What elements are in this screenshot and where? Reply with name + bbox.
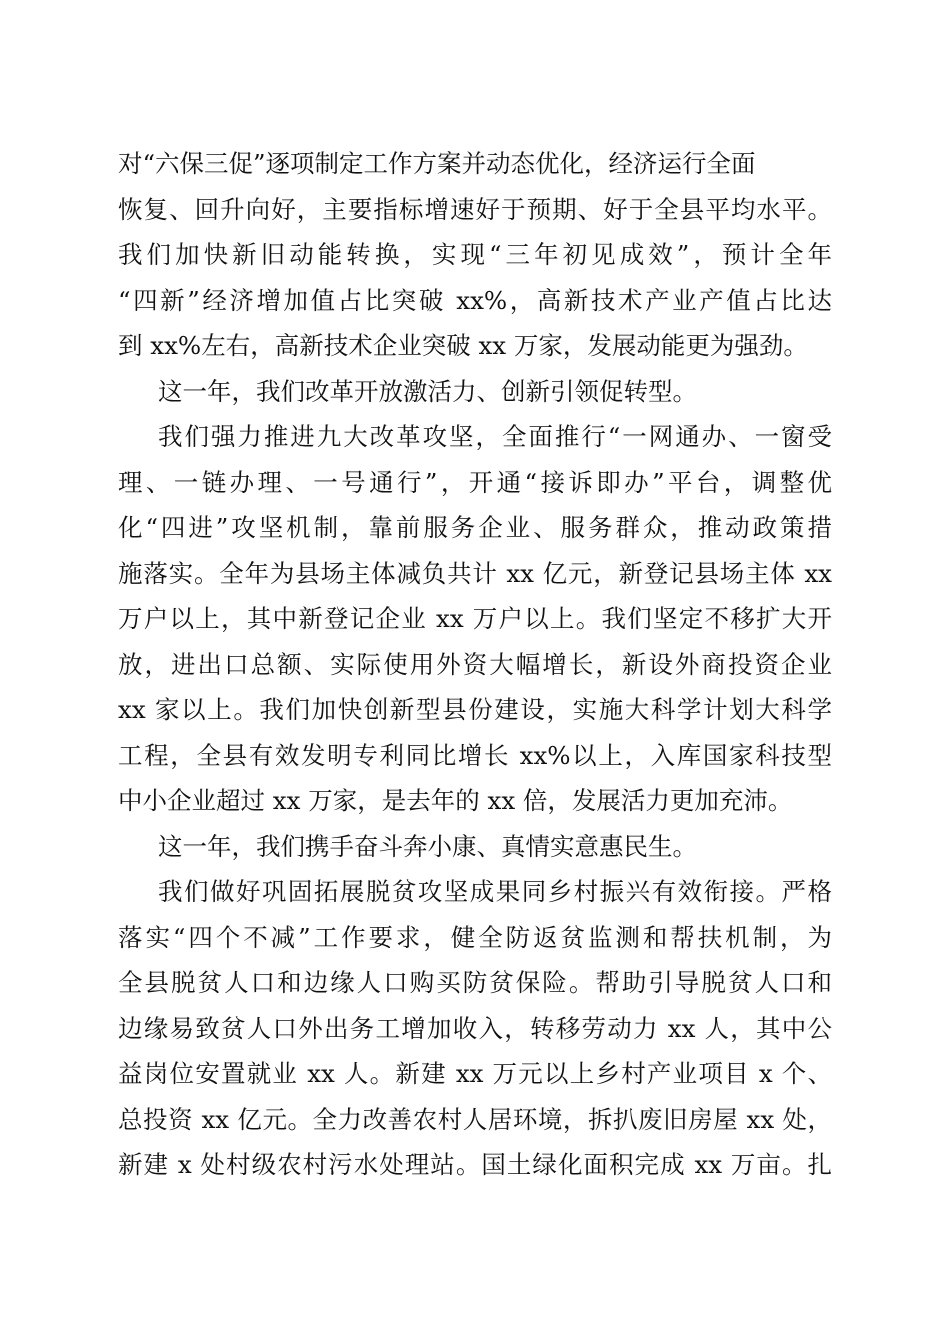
text-line: 总投资 xx 亿元。全力改善农村人居环境，拆扒废旧房屋 xx 处， xyxy=(118,1104,832,1134)
text-line: 工程，全县有效发明专利同比增长 xx%以上，入库国家科技型 xyxy=(118,740,832,770)
text-line: 我们做好巩固拓展脱贫攻坚成果同乡村振兴有效衔接。严格 xyxy=(158,877,832,906)
text-line: 我们加快新旧动能转换，实现“三年初见成效”，预计全年 xyxy=(118,240,832,269)
text-line: 理、一链办理、一号通行”，开通“接诉即办”平台，调整优 xyxy=(118,467,832,497)
text-line: 对“六保三促”逐项制定工作方案并动态优化，经济运行全面 xyxy=(118,149,756,178)
text-line: “四新”经济增加值占比突破 xx%，高新技术产业产值占比达 xyxy=(118,285,832,315)
text-line: 万户以上，其中新登记企业 xx 万户以上。我们坚定不移扩大开 xyxy=(118,604,832,633)
document-body xyxy=(118,141,832,1188)
text-line: 边缘易致贫人口外出务工增加收入，转移劳动力 xx 人，其中公 xyxy=(118,1013,832,1043)
paragraph-heading: 这一年，我们携手奋斗奔小康、真情实意惠民生。 xyxy=(158,831,697,861)
text-line: 恢复、回升向好，主要指标增速好于预期、好于全县平均水平。 xyxy=(118,194,832,224)
text-line: 落实“四个不减”工作要求，健全防返贫监测和帮扶机制，为 xyxy=(118,922,832,952)
text-line: 放，进出口总额、实际使用外资大幅增长，新设外商投资企业 xyxy=(118,649,832,679)
paragraph-heading: 这一年，我们改革开放激活力、创新引领促转型。 xyxy=(158,376,697,406)
text-line: 全县脱贫人口和边缘人口购买防贫保险。帮助引导脱贫人口和 xyxy=(118,968,832,997)
text-line: xx 家以上。我们加快创新型县份建设，实施大科学计划大科学 xyxy=(118,695,832,724)
text-line: 到 xx%左右，高新技术企业突破 xx 万家，发展动能更为强劲。 xyxy=(118,331,808,360)
text-line: 中小企业超过 xx 万家，是去年的 xx 倍，发展活力更加充沛。 xyxy=(118,786,793,815)
text-line: 化“四进”攻坚机制，靠前服务企业、服务群众，推动政策措 xyxy=(118,513,832,542)
text-line: 施落实。全年为县场主体减负共计 xx 亿元，新登记县场主体 xx xyxy=(118,558,832,588)
text-line: 我们强力推进九大改革攻坚，全面推行“一网通办、一窗受 xyxy=(158,422,832,451)
text-line: 新建 x 处村级农村污水处理站。国土绿化面积完成 xx 万亩。扎 xyxy=(118,1150,832,1179)
text-line: 益岗位安置就业 xx 人。新建 xx 万元以上乡村产业项目 x 个、 xyxy=(118,1059,832,1088)
